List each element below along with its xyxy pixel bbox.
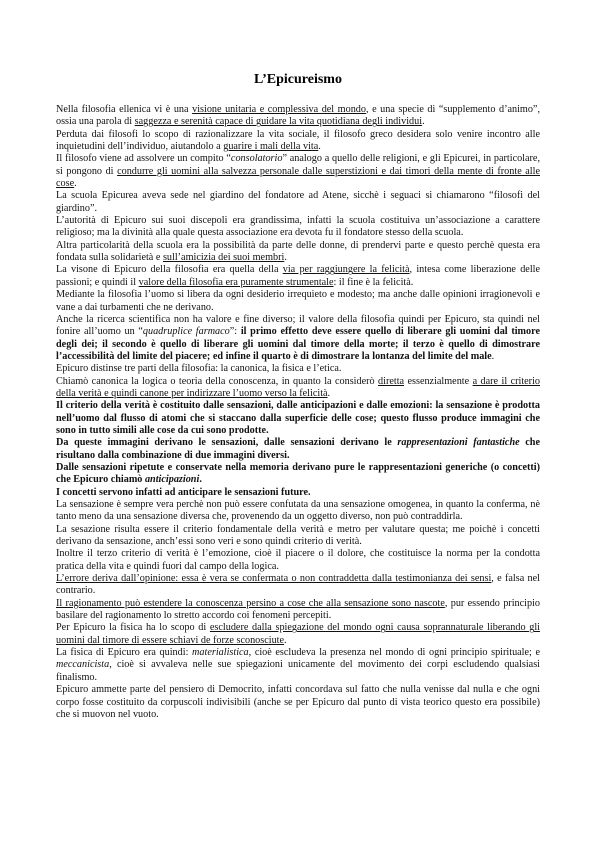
paragraph-10: Epicuro distinse tre parti della filosofia: la canonica, la fisica e l’etica. bbox=[56, 363, 342, 375]
paragraph-20: Il ragionamento può estendere la conoscenza persino a cose che alla sensazione sono nascote, pur essendo principio basilare del ragionamento lo stretto accordo coi fenomeni percepiti. bbox=[56, 597, 540, 622]
paragraph-11: Chiamò canonica la logica o teoria della conoscenza, in quanto la considerò diretta essenzialmente a dare il criterio della verità e quindi canone per indirizzare l’uomo verso la felicità. bbox=[56, 375, 541, 399]
paragraph-1: Nella filosofia ellenica vi è una visione unitaria e complessiva del mondo, e una specie di “supplemento d’animo”, ossia una parola di saggezza e serenità capace di guidare la vita quotidiana degli individui. bbox=[56, 104, 540, 128]
paragraph-6: Altra particolarità della scuola era la possibilità da parte delle donne, di prendervi parte e questo perchè questa era fondata sulla solidarietà e sull’amicizia dei suoi membri. bbox=[56, 239, 540, 264]
paragraph-8: Mediante la filosofia l’uomo si libera da ogni desiderio irrequieto e modesto; ma anche dalle opinioni irragionevoli e vane a dai turbamenti che ne derivano. bbox=[56, 289, 540, 313]
paragraph-4: La scuola Epicurea aveva sede nel giardino del fondatore ad Atene, sicchè i seguaci si chiamarono “filosofi del giardino”. bbox=[56, 190, 540, 214]
paragraph-17: La sesazione risulta essere il criterio fondamentale della verità e metro per valutare questa; me poichè i concetti derivano da sensazione, anch’essi sono veri e sono quindi criterio di verità. bbox=[56, 523, 540, 548]
paragraph-7: La visone di Epicuro della filosofia era quella della via per raggiungere la felicità, intesa come liberazione delle passioni; e quindi il valore della filosofia era puramente strumentale: il fine è la felicità. bbox=[56, 264, 540, 288]
paragraph-15: I concetti servono infatti ad anticipare le sensazioni future. bbox=[56, 486, 311, 498]
paragraph-18: Inoltre il terzo criterio di verità è l’emozione, cioè il piacere o il dolore, che costituisce la norma per la condotta pratica della vita e quindi fuori dal campo della logica. bbox=[56, 548, 540, 572]
document-page bbox=[56, 72, 540, 721]
paragraph-3: Il filosofo viene ad assolvere un compito “consolatorio” analogo a quello delle religioni, e gli Epicurei, in particolare, si pongono di condurre gli uomini alla salvezza personale dalle superstizioni e dai timori della mente di fronte alle cose. bbox=[56, 153, 540, 190]
paragraph-9: Anche la ricerca scientifica non ha valore e fine diverso; il valore della filosofia quindi per Epicuro, sta quindi nel fonire all’uomo un “quadruplice farmaco”: il primo effetto deve essere quello di liberare gli uomini dal timore degli dei; il secondo è quello di liberare gli uomini dal timore della morte; il terzo è quello di dimostrare l’accessibilità del limite del piacere; ed infine il quarto è di dimostrare la lontanza del limite del male. bbox=[56, 313, 540, 362]
paragraph-21: Per Epicuro la fisica ha lo scopo di escludere dalla spiegazione del mondo ogni causa soprannaturale liberando gli uomini dal timore di essere schiavi de forze sconosciute. bbox=[56, 622, 540, 646]
paragraph-14: Dalle sensazioni ripetute e conservate nella memoria derivano pure le rappresentazioni generiche (o concetti) che Epicuro chiamò anticipazioni. bbox=[56, 461, 540, 486]
paragraph-23: Epicuro ammette parte del pensiero di Democrito, infatti concordava sul fatto che nulla venisse dal nulla e che ogni corpo fosse costituito da corpuscoli indivisibili (anche se per Epicuro dal punto di vista teorico questo era possibile) che si muovon nel vuoto. bbox=[56, 684, 540, 720]
paragraph-19: L’errore deriva dall’opinione: essa è vera se confermata o non contraddetta dalla testimonianza dei sensi, e falsa nel contrario. bbox=[56, 573, 540, 597]
paragraph-16: La sensazione è sempre vera perchè non può essere confutata da una sensazione omogenea, in quanto la conferma, nè tanto meno da una sensazione diversa che, provenendo da un oggetto diverso, non può contraddirla. bbox=[56, 499, 540, 523]
document-title: L’Epicureismo bbox=[254, 72, 342, 87]
paragraph-12: Il criterio della verità è costituito dalle sensazioni, dalle anticipazioni e dalle emozioni: la sensazione è prodotta nell’uomo dal flusso di atomi che si staccano dalla superficie delle cose; questo flusso produce immagini che sono in tutto simili alle cose da cui sono prodotte. bbox=[56, 400, 540, 436]
paragraph-5: L’autorità di Epicuro sui suoi discepoli era grandissima, infatti la scuola costituiva un’associazione a carattere religioso; ma la divinità alla quale questa associazione era devota fu il fondatore stesso della scuola. bbox=[56, 215, 540, 239]
paragraph-13: Da queste immagini derivano le sensazioni, dalle sensazioni derivano le rappresentazioni fantastiche che risultano dalla combinazione di due immagini diversi. bbox=[56, 437, 540, 461]
paragraph-2: Perduta dai filosofi lo scopo di razionalizzare la vita sociale, il filosofo greco desidera solo venire incontro alle inquietudini dell’individuo, aiutandolo a guarire i mali della vita. bbox=[56, 128, 540, 153]
paragraph-22: La fisica di Epicuro era quindi: materialistica, cioè escludeva la presenza nel mondo di ogni principio spirituale; e meccanicista, cioè si avvaleva nelle sue spiegazioni unicamente del movimento dei corpi escludendo qualsiasi finalismo. bbox=[56, 647, 541, 683]
